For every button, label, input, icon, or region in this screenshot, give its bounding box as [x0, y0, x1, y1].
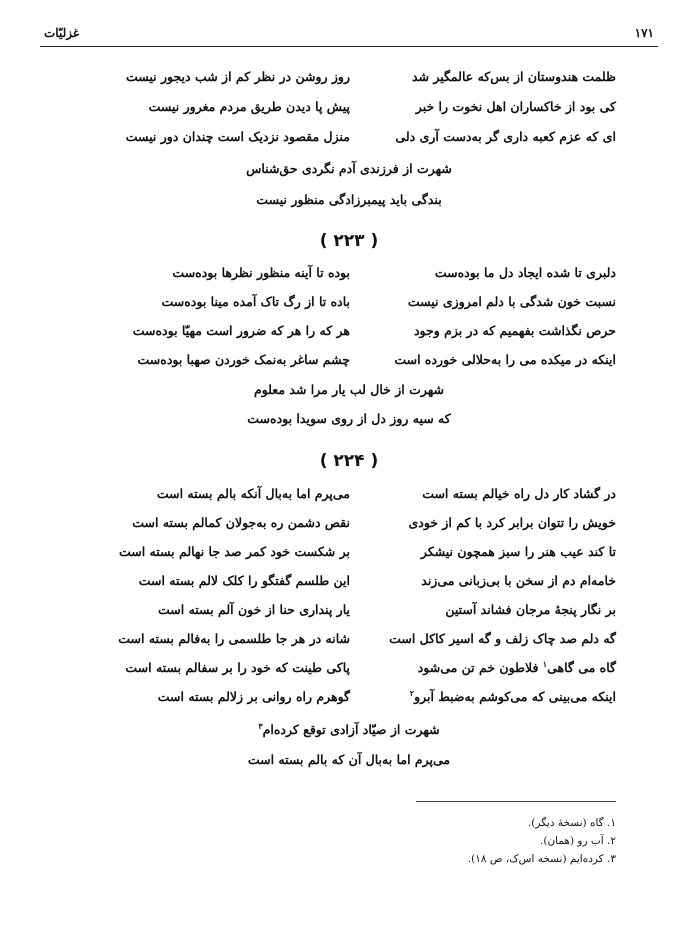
verse-hemistich-right: نسبت خون شدگی با دلم امروزی نیست [407, 294, 616, 309]
footnote: ۲. آب رو (همان). [540, 835, 616, 847]
footnote-marker: ۳ [258, 720, 263, 731]
closing-verse-line: شهرت از خال لب یار مرا شد معلوم [253, 382, 445, 397]
footnote: ۳. کرده‌ایم (نسخه اس‌ک، ص ۱۸). [467, 853, 616, 865]
page-header [40, 20, 658, 47]
verse-hemistich-left: بوده تا آینه منظور نظرها بوده‌ست [172, 265, 350, 280]
verse-hemistich-right: کی بود از خاکساران اهل نخوت را خبر [415, 99, 616, 114]
verse-text: فلاطون خم تن می‌شود [417, 660, 543, 675]
verse-hemistich-left: پاکی طینت که خود را بر سفالم بسته است [125, 660, 350, 675]
verse-hemistich-right: ظلمت هندوستان از بس‌که عالمگیر شد [411, 69, 616, 84]
verse-hemistich-left: یار پنداری حنا از خون آلم بسته است [158, 602, 350, 617]
verse-hemistich-right: گه دلم صد چاک زلف و گه اسیر کاکل است [389, 631, 616, 646]
verse-hemistich-left: می‌پرم اما به‌بال آنکه بالم بسته است [156, 486, 350, 501]
verse-hemistich-right: ای که عزم کعبه داری گر به‌دست آری دلی [395, 129, 616, 144]
ghazal-number-223: ( ۲۲۳ ) [319, 231, 379, 251]
verse-hemistich-left: این طلسم گفتگو را کلک لالم بسته است [138, 573, 350, 588]
closing-verse-line: شهرت از فرزندی آدم نگردی حق‌شناس [246, 161, 452, 176]
closing-verse-line: می‌پرم اما به‌بال آن که بالم بسته است [247, 752, 451, 767]
footnote-marker: ۲ [409, 687, 415, 698]
verse-hemistich-right: دلبری تا شده ایجاد دل ما بوده‌ست [434, 265, 616, 280]
verse-hemistich-left: گوهرم راه روانی بر زلالم بسته است [157, 689, 350, 704]
verse-hemistich-right [346, 660, 616, 676]
verse-text: شهرت از صیّاد آزادی توقع کرده‌ام [262, 722, 440, 737]
verse-hemistich-left: روز روشن در نظر کم از شب دیجور نیست [125, 69, 350, 84]
verse-hemistich-left: بر شکست خود کمر صد جا نهالم بسته است [118, 544, 350, 559]
footnote-marker: ۱ [542, 658, 548, 669]
verse-hemistich-right: اینکه در میکده می را به‌حلالی خورده است [394, 352, 616, 367]
verse-hemistich-left: نقص دشمن ره به‌جولان کمالم بسته است [132, 515, 350, 530]
verse-hemistich-right: تا کند عیب هنر را سبز همچون نیشکر [420, 544, 616, 559]
footnote-divider [416, 801, 616, 802]
verse-hemistich-left: هر که را هر که ضرور است مهیّا بوده‌ست [132, 323, 350, 338]
verse-hemistich-left: شانه در هر جا طلسمی را به‌فالم بسته است [118, 631, 350, 646]
verse-text: گاه می گاهی [547, 660, 616, 675]
verse-hemistich-left: منزل مقصود نزدیک است چندان دور نیست [125, 129, 350, 144]
closing-verse-line: بندگی باید پیمبرزادگی منظور نیست [256, 192, 442, 207]
verse-hemistich-right [346, 689, 616, 705]
verse-hemistich-left: پیش پا دیدن طریق مردم مغرور نیست [148, 99, 350, 114]
verse-hemistich-left: چشم ساغر به‌نمک خوردن صهبا بوده‌ست [137, 352, 350, 367]
verse-text: اینکه می‌بینی که می‌کوشم به‌ضبط آبرو [414, 689, 616, 704]
footnote: ۱. گاه (نسخهٔ دیگر). [527, 817, 616, 829]
running-head: غزلیّات [44, 26, 80, 40]
ghazal-number-224: ( ۲۲۴ ) [319, 451, 379, 471]
verse-hemistich-right: خامه‌ام دم از سخن با بی‌زبانی می‌زند [421, 573, 616, 588]
verse-hemistich-right: خویش را تتوان برابر کرد با کم از خودی [408, 515, 616, 530]
closing-verse-line: که سیه روز دل از روی سویدا بوده‌ست [247, 411, 451, 426]
verse-hemistich-left: باده تا از رگ تاک آمده مینا بوده‌ست [161, 294, 350, 309]
verse-hemistich-right: در گشاد کار دل راه خیالم بسته است [422, 486, 616, 501]
page-number: ۱۷۱ [634, 26, 654, 40]
verse-hemistich-right: حرص نگذاشت بفهمیم که در بزم وجود [413, 323, 616, 338]
closing-verse-line [120, 722, 578, 738]
verse-hemistich-right: بر نگار پنجهٔ مرجان فشاند آستین [445, 602, 616, 617]
